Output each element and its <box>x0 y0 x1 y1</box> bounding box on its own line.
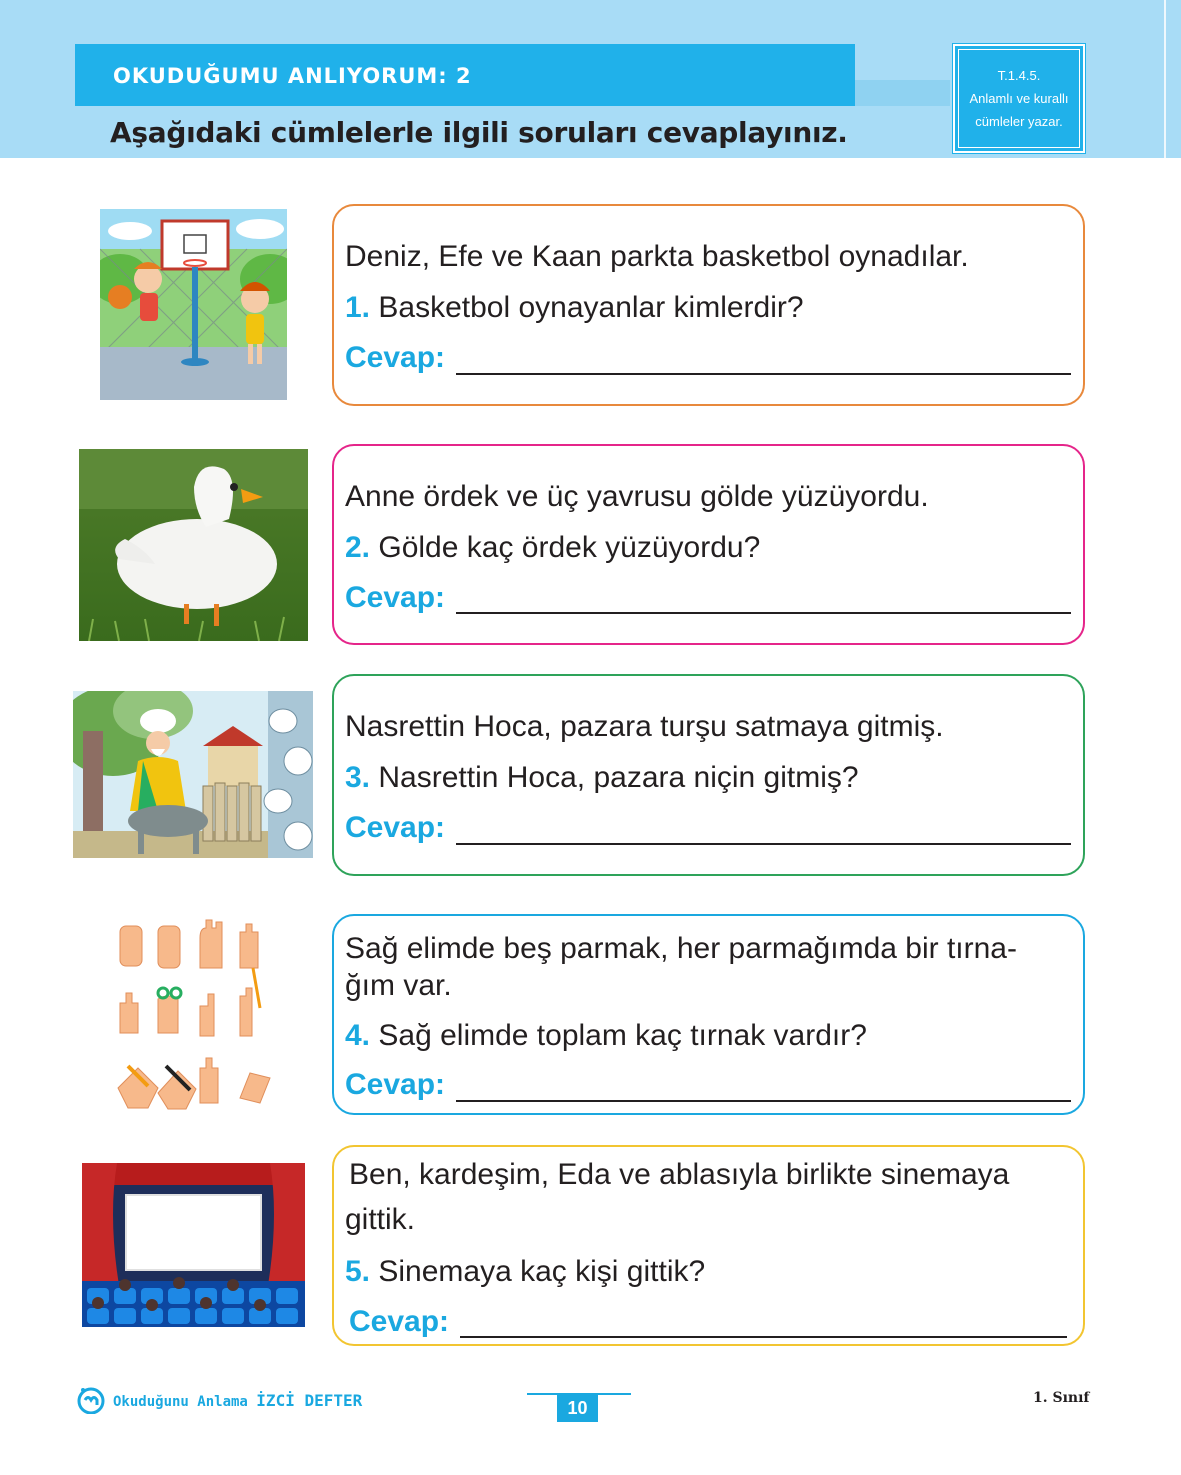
question-2-number: 2. <box>345 531 371 564</box>
standard-line2: cümleler yazar. <box>975 114 1063 129</box>
answer-2-line[interactable] <box>456 612 1071 614</box>
question-3-sentence: Nasrettin Hoca, pazara turşu satmaya gitmiş. <box>345 710 944 743</box>
answer-3-label: Cevap: <box>345 811 446 844</box>
page-title: OKUDUĞUMU ANLIYORUM: 2 <box>113 64 472 88</box>
question-5-sentence-line2: gittik. <box>345 1203 416 1236</box>
grade-label: 1. Sınıf <box>1033 1390 1090 1406</box>
question-1-sentence: Deniz, Efe ve Kaan parkta basketbol oynadılar. <box>345 240 969 273</box>
footer-brand-prefix: Okuduğunu Anlama <box>113 1394 257 1410</box>
question-2-text: Gölde kaç ördek yüzüyordu? <box>378 531 761 564</box>
question-1-text: Basketbol oynayanlar kimlerdir? <box>378 291 804 324</box>
learning-standard-box <box>953 44 1085 153</box>
question-card-4 <box>332 914 1085 1115</box>
cinema-image <box>82 1163 305 1327</box>
brand-logo-icon <box>77 1386 105 1414</box>
answer-1-label: Cevap: <box>345 341 446 374</box>
question-card-2 <box>332 444 1085 645</box>
footer-brand-name: İZCİ DEFTER <box>256 1391 363 1410</box>
question-2-prompt <box>345 529 760 566</box>
question-1-prompt <box>345 289 804 326</box>
duck-image <box>79 449 308 641</box>
question-4-sentence-line2: ğım var. <box>345 969 452 1002</box>
answer-1-line[interactable] <box>456 373 1071 375</box>
question-2-sentence: Anne ördek ve üç yavrusu gölde yüzüyordu. <box>345 480 929 513</box>
question-3-prompt <box>345 759 859 796</box>
standard-code: T.1.4.5. <box>997 68 1041 83</box>
answer-2-label: Cevap: <box>345 581 446 614</box>
answer-4-label: Cevap: <box>345 1068 446 1101</box>
question-4-sentence-line1: Sağ elimde beş parmak, her parmağımda bir tırna- <box>345 932 1017 965</box>
question-3-text: Nasrettin Hoca, pazara niçin gitmiş? <box>378 761 859 794</box>
question-5-prompt <box>345 1253 705 1290</box>
title-bar-shadow <box>855 80 950 106</box>
question-5-number: 5. <box>345 1255 371 1288</box>
answer-5-label: Cevap: <box>349 1305 450 1338</box>
question-5-text: Sinemaya kaç kişi gittik? <box>378 1255 706 1288</box>
footer-brand <box>113 1391 362 1410</box>
question-3-number: 3. <box>345 761 371 794</box>
nasreddin-hoca-image <box>73 691 313 858</box>
instruction-text: Aşağıdaki cümlelerle ilgili soruları cevaplayınız. <box>110 116 848 149</box>
header-divider <box>1164 0 1166 158</box>
question-4-prompt <box>345 1017 867 1054</box>
question-1-number: 1. <box>345 291 371 324</box>
answer-4-line[interactable] <box>456 1100 1071 1102</box>
question-card-3 <box>332 674 1085 876</box>
page-number: 10 <box>557 1395 598 1422</box>
standard-line1: Anlamlı ve kurallı <box>969 91 1069 106</box>
hands-image <box>108 918 278 1113</box>
question-4-text: Sağ elimde toplam kaç tırnak vardır? <box>378 1019 867 1052</box>
question-card-5 <box>332 1145 1085 1346</box>
answer-3-line[interactable] <box>456 843 1071 845</box>
question-card-1 <box>332 204 1085 406</box>
basketball-image <box>100 209 287 400</box>
question-5-sentence-line1: Ben, kardeşim, Eda ve ablasıyla birlikte sinemaya <box>349 1158 1010 1191</box>
question-4-number: 4. <box>345 1019 371 1052</box>
answer-5-line[interactable] <box>460 1336 1067 1338</box>
